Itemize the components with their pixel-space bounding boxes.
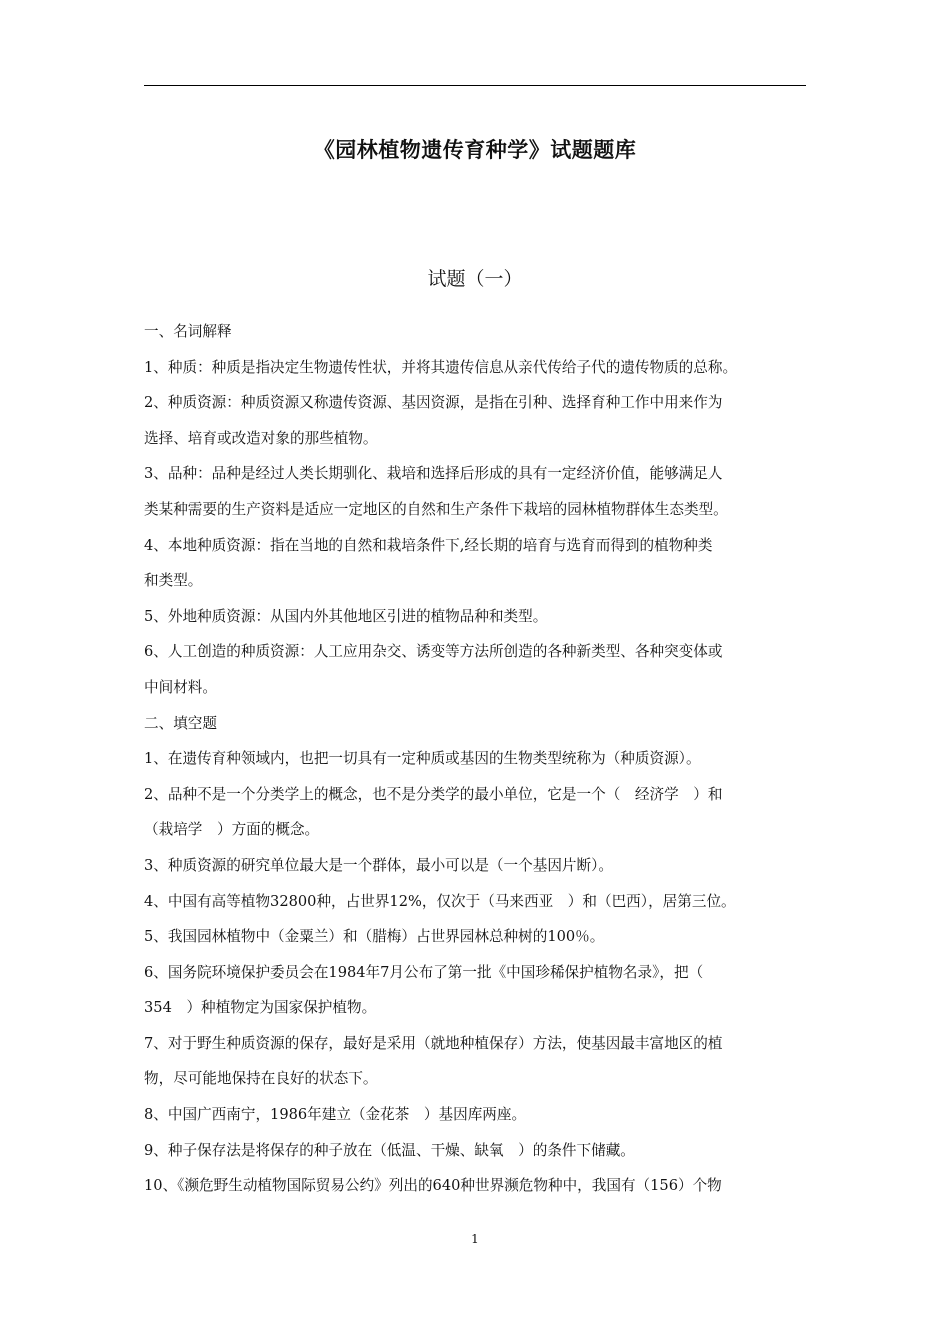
text-line: 6、人工创造的种质资源：人工应用杂交、诱变等方法所创造的各种新类型、各种突变体或 [144,643,723,661]
text-line: 354 ）种植物定为国家保护植物。 [144,999,377,1017]
text-line: 10、《濒危野生动植物国际贸易公约》列出的640种世界濒危物种中，我国有（156）个物 [144,1177,722,1195]
text-line: 5、外地种质资源：从国内外其他地区引进的植物品种和类型。 [144,607,548,625]
text-line: 1、在遗传育种领域内，也把一切具有一定种质或基因的生物类型统称为（种质资源）。 [144,750,701,768]
document-body [144,314,808,1204]
text-line: 7、对于野生种质资源的保存，最好是采用（就地种植保存）方法，使基因最丰富地区的植 [144,1034,723,1052]
text-line: 选择、培育或改造对象的那些植物。 [144,429,378,447]
text-line: 8、中国广西南宁，1986年建立（金花茶 ）基因库两座。 [144,1106,527,1124]
top-rule [144,85,806,86]
text-line: 物，尽可能地保持在良好的状态下。 [144,1070,378,1088]
section-heading-fill-in: 二、填空题 [144,714,217,732]
text-line: 4、中国有高等植物32800种，占世界12%，仅次于（马来西亚 ）和（巴西），居第三位。 [144,892,736,910]
text-line: 3、种质资源的研究单位最大是一个群体，最小可以是（一个基因片断）。 [144,856,613,874]
text-line: （栽培学 ）方面的概念。 [144,821,320,839]
text-line: 和类型。 [144,572,203,590]
text-line: 3、品种：品种是经过人类长期驯化、栽培和选择后形成的具有一定经济价值，能够满足人 [144,465,723,483]
text-line: 9、种子保存法是将保存的种子放在（低温、干燥、缺氧 ）的条件下储藏。 [144,1141,635,1159]
text-line: 1、种质：种质是指决定生物遗传性状，并将其遗传信息从亲代传给子代的遗传物质的总称。 [144,358,738,376]
text-line: 4、本地种质资源：指在当地的自然和栽培条件下,经长期的培育与选育而得到的植物种类 [144,536,713,554]
text-line: 类某种需要的生产资料是适应一定地区的自然和生产条件下栽培的园林植物群体生态类型。 [144,500,728,518]
text-line: 2、种质资源：种质资源又称遗传资源、基因资源，是指在引种、选择育种工作中用来作为 [144,394,723,412]
section-title: 试题（一） [427,268,523,290]
text-line: 中间材料。 [144,678,217,696]
document-title: 《园林植物遗传育种学》试题题库 [313,138,637,162]
text-line: 6、国务院环境保护委员会在1984年7月公布了第一批《中国珍稀保护植物名录》，把（ [144,963,704,981]
page-number: 1 [471,1232,479,1246]
section-heading-definitions: 一、名词解释 [144,323,232,340]
text-line: 2、品种不是一个分类学上的概念，也不是分类学的最小单位，它是一个（ 经济学 ）和 [144,785,723,803]
text-line: 5、我国园林植物中（金粟兰）和（腊梅）占世界园林总种树的100％。 [144,928,605,946]
